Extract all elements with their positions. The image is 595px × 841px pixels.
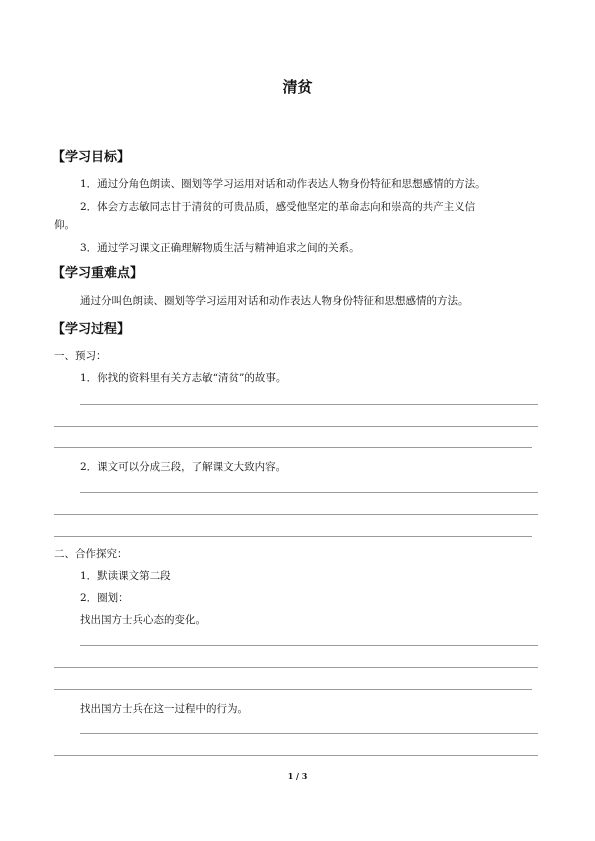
key-points-text: 通过分叫色朗读、圈划等学习运用对话和动作表达人物身份特征和思想感情的方法。 [80, 295, 469, 307]
explore-task-1: 找出国方士兵心态的变化。 [80, 614, 206, 626]
answer-line [80, 733, 538, 734]
preview-question-1: 1．你找的资料里有关方志敏“清贫”的故事。 [80, 372, 287, 384]
answer-line [54, 689, 532, 690]
answer-line [54, 426, 538, 427]
page-number: 1 / 3 [287, 771, 308, 781]
key-points-heading: 【学习重难点】 [52, 266, 144, 281]
answer-line [54, 536, 532, 537]
answer-line [54, 667, 538, 668]
answer-line [54, 514, 538, 515]
answer-line [80, 645, 538, 646]
answer-line [80, 492, 538, 493]
preview-label: 一、预习： [54, 350, 107, 362]
objectives-heading: 【学习目标】 [52, 150, 131, 165]
answer-line [54, 447, 532, 448]
process-heading: 【学习过程】 [52, 322, 131, 337]
explore-task-2: 找出国方士兵在这一过程中的行为。 [80, 703, 248, 715]
explore-label: 二、合作探究： [54, 548, 128, 560]
page-title: 清贫 [282, 78, 313, 96]
objective-item-1: 1．通过分角色朗读、圈划等学习运用对话和动作表达人物身份特征和思想感情的方法。 [80, 178, 486, 190]
explore-step-2: 2．圈划： [80, 592, 129, 604]
answer-line [54, 755, 538, 756]
objective-item-2-line-1: 2．体会方志敏同志甘于清贫的可贵品质，感受他坚定的革命志向和崇高的共产主义信 [80, 201, 476, 213]
objective-item-3: 3．通过学习课文正确理解物质生活与精神追求之间的关系。 [80, 242, 360, 254]
objective-item-2-line-2: 仰。 [54, 219, 75, 231]
explore-step-1: 1．默读课文第二段 [80, 570, 171, 582]
preview-question-2: 2．课文可以分成三段，了解课文大致内容。 [80, 461, 287, 473]
answer-line [80, 404, 538, 405]
